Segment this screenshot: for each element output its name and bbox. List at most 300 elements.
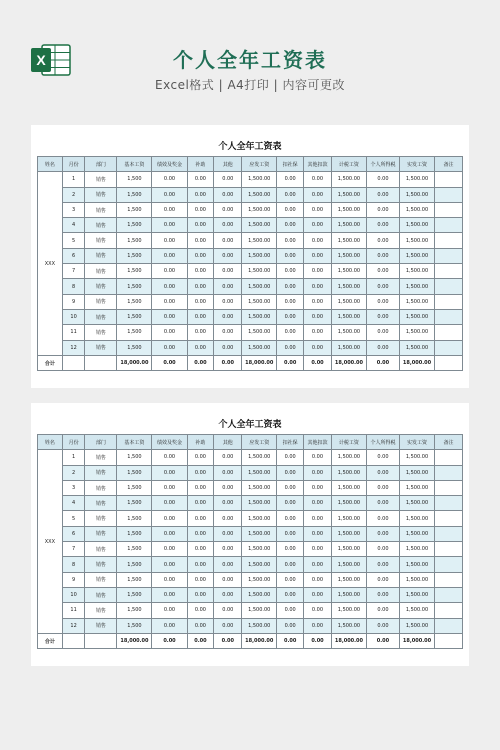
table-cell-ded: 0.00 <box>304 187 332 202</box>
column-header: 个人所得税 <box>366 157 399 172</box>
table-cell-oth: 0.00 <box>214 496 242 511</box>
table-row <box>38 279 463 294</box>
total-cell-label: 合计 <box>38 355 63 370</box>
page-subtitle: Excel格式 | A4打印 | 内容可更改 <box>155 78 345 92</box>
table-cell-m: 12 <box>62 618 85 633</box>
table-cell-base: 1,500 <box>117 325 152 340</box>
table-cell-net: 1,500.00 <box>399 450 434 465</box>
table-cell-gross: 1,500.00 <box>242 572 277 587</box>
table-cell-oth: 0.00 <box>214 172 242 187</box>
table-cell-gross: 1,500.00 <box>242 248 277 263</box>
table-cell-soc: 0.00 <box>277 248 304 263</box>
table-cell-soc: 0.00 <box>277 511 304 526</box>
table-cell-tax: 0.00 <box>366 340 399 355</box>
table-cell-net: 1,500.00 <box>399 618 434 633</box>
table-cell-tax: 0.00 <box>366 557 399 572</box>
table-cell-gross: 1,500.00 <box>242 233 277 248</box>
table-row <box>38 465 463 480</box>
table-cell-note <box>435 187 463 202</box>
table-cell-soc: 0.00 <box>277 572 304 587</box>
table-cell-sub: 0.00 <box>187 218 214 233</box>
table-cell-sub: 0.00 <box>187 202 214 217</box>
table-cell-tax_base: 1,500.00 <box>331 526 366 541</box>
table-cell-note <box>435 572 463 587</box>
table-cell-sub: 0.00 <box>187 233 214 248</box>
total-cell-d <box>85 633 117 648</box>
total-cell-oth: 0.00 <box>214 355 242 370</box>
table-cell-soc: 0.00 <box>277 233 304 248</box>
table-cell-net: 1,500.00 <box>399 294 434 309</box>
column-header: 补助 <box>187 435 214 450</box>
total-cell-net: 18,000.00 <box>399 355 434 370</box>
total-cell-net: 18,000.00 <box>399 633 434 648</box>
table-cell-perf: 0.00 <box>152 603 187 618</box>
total-cell-base: 18,000.00 <box>117 355 152 370</box>
table-header-row <box>38 157 463 172</box>
total-cell-gross: 18,000.00 <box>242 633 277 648</box>
table-cell-gross: 1,500.00 <box>242 202 277 217</box>
table-row <box>38 325 463 340</box>
column-header: 扣社保 <box>277 157 304 172</box>
table-cell-sub: 0.00 <box>187 340 214 355</box>
table-cell-ded: 0.00 <box>304 172 332 187</box>
table-cell-oth: 0.00 <box>214 248 242 263</box>
excel-logo-letter: X <box>36 52 46 68</box>
table-cell-base: 1,500 <box>117 218 152 233</box>
table-cell-m: 3 <box>62 480 85 495</box>
table-cell-tax_base: 1,500.00 <box>331 294 366 309</box>
column-header: 姓名 <box>38 435 63 450</box>
table-cell-gross: 1,500.00 <box>242 294 277 309</box>
total-cell-label: 合计 <box>38 633 63 648</box>
table-cell-d: 销售 <box>85 325 117 340</box>
table-header-row <box>38 435 463 450</box>
table-cell-base: 1,500 <box>117 309 152 324</box>
table-cell-net: 1,500.00 <box>399 172 434 187</box>
table-cell-note <box>435 511 463 526</box>
table-cell-gross: 1,500.00 <box>242 542 277 557</box>
table-cell-perf: 0.00 <box>152 511 187 526</box>
table-cell-tax: 0.00 <box>366 264 399 279</box>
table-cell-note <box>435 325 463 340</box>
table-cell-sub: 0.00 <box>187 496 214 511</box>
table-cell-tax: 0.00 <box>366 233 399 248</box>
table-cell-note <box>435 294 463 309</box>
table-cell-sub: 0.00 <box>187 526 214 541</box>
table-cell-m: 5 <box>62 233 85 248</box>
table-cell-ded: 0.00 <box>304 450 332 465</box>
table-cell-base: 1,500 <box>117 279 152 294</box>
table-cell-perf: 0.00 <box>152 264 187 279</box>
table-cell-ded: 0.00 <box>304 248 332 263</box>
table-cell-gross: 1,500.00 <box>242 480 277 495</box>
table-cell-net: 1,500.00 <box>399 264 434 279</box>
table-cell-note <box>435 450 463 465</box>
table-row <box>38 309 463 324</box>
total-cell-soc: 0.00 <box>277 355 304 370</box>
table-cell-perf: 0.00 <box>152 279 187 294</box>
table-cell-d: 销售 <box>85 465 117 480</box>
table-cell-perf: 0.00 <box>152 542 187 557</box>
total-cell-m <box>62 633 85 648</box>
table-cell-tax_base: 1,500.00 <box>331 480 366 495</box>
table-cell-sub: 0.00 <box>187 511 214 526</box>
table-cell-soc: 0.00 <box>277 618 304 633</box>
table-row <box>38 450 463 465</box>
table-cell-tax_base: 1,500.00 <box>331 587 366 602</box>
page-header <box>0 0 500 110</box>
table-cell-tax: 0.00 <box>366 603 399 618</box>
table-cell-oth: 0.00 <box>214 294 242 309</box>
table-cell-perf: 0.00 <box>152 218 187 233</box>
table-cell-oth: 0.00 <box>214 572 242 587</box>
table-cell-ded: 0.00 <box>304 511 332 526</box>
table-row <box>38 202 463 217</box>
table-cell-sub: 0.00 <box>187 572 214 587</box>
table-cell-ded: 0.00 <box>304 279 332 294</box>
table-cell-m: 6 <box>62 526 85 541</box>
table-cell-oth: 0.00 <box>214 279 242 294</box>
table-cell-soc: 0.00 <box>277 542 304 557</box>
table-cell-m: 8 <box>62 279 85 294</box>
column-header: 其他扣款 <box>304 157 332 172</box>
table-cell-net: 1,500.00 <box>399 526 434 541</box>
table-cell-gross: 1,500.00 <box>242 511 277 526</box>
table-cell-perf: 0.00 <box>152 587 187 602</box>
table-cell-tax: 0.00 <box>366 202 399 217</box>
table-cell-soc: 0.00 <box>277 202 304 217</box>
table-cell-d: 销售 <box>85 587 117 602</box>
table-cell-tax_base: 1,500.00 <box>331 309 366 324</box>
total-cell-gross: 18,000.00 <box>242 355 277 370</box>
table-cell-oth: 0.00 <box>214 587 242 602</box>
table-cell-gross: 1,500.00 <box>242 340 277 355</box>
table-cell-d: 销售 <box>85 309 117 324</box>
table-cell-m: 4 <box>62 496 85 511</box>
table-cell-m: 2 <box>62 187 85 202</box>
table-row <box>38 603 463 618</box>
table-cell-net: 1,500.00 <box>399 465 434 480</box>
table-cell-gross: 1,500.00 <box>242 187 277 202</box>
table-cell-net: 1,500.00 <box>399 309 434 324</box>
table-cell-base: 1,500 <box>117 233 152 248</box>
column-header: 备注 <box>435 435 463 450</box>
table-cell-sub: 0.00 <box>187 557 214 572</box>
table-cell-tax: 0.00 <box>366 587 399 602</box>
table-cell-tax_base: 1,500.00 <box>331 279 366 294</box>
total-cell-base: 18,000.00 <box>117 633 152 648</box>
table-cell-sub: 0.00 <box>187 450 214 465</box>
table-cell-ded: 0.00 <box>304 572 332 587</box>
table-cell-d: 销售 <box>85 450 117 465</box>
table-cell-note <box>435 526 463 541</box>
table-cell-perf: 0.00 <box>152 480 187 495</box>
table-cell-sub: 0.00 <box>187 325 214 340</box>
table-cell-tax: 0.00 <box>366 172 399 187</box>
table-cell-tax_base: 1,500.00 <box>331 172 366 187</box>
table-cell-ded: 0.00 <box>304 496 332 511</box>
column-header: 备注 <box>435 157 463 172</box>
page-title: 个人全年工资表 <box>173 48 327 72</box>
employee-name-cell: XXX <box>38 450 63 634</box>
table-cell-oth: 0.00 <box>214 618 242 633</box>
table-cell-d: 销售 <box>85 511 117 526</box>
total-cell-tax: 0.00 <box>366 355 399 370</box>
total-cell-sub: 0.00 <box>187 633 214 648</box>
table-cell-oth: 0.00 <box>214 187 242 202</box>
table-cell-soc: 0.00 <box>277 465 304 480</box>
table-cell-tax_base: 1,500.00 <box>331 187 366 202</box>
table-cell-m: 5 <box>62 511 85 526</box>
table-cell-tax: 0.00 <box>366 572 399 587</box>
table-cell-soc: 0.00 <box>277 603 304 618</box>
table-cell-sub: 0.00 <box>187 603 214 618</box>
column-header: 姓名 <box>38 157 63 172</box>
table-cell-m: 11 <box>62 603 85 618</box>
table-cell-d: 销售 <box>85 172 117 187</box>
table-cell-gross: 1,500.00 <box>242 450 277 465</box>
table-cell-gross: 1,500.00 <box>242 309 277 324</box>
table-cell-sub: 0.00 <box>187 618 214 633</box>
table-cell-perf: 0.00 <box>152 325 187 340</box>
table-cell-soc: 0.00 <box>277 325 304 340</box>
table-cell-d: 销售 <box>85 526 117 541</box>
table-cell-tax: 0.00 <box>366 187 399 202</box>
table-cell-tax_base: 1,500.00 <box>331 202 366 217</box>
column-header: 应发工资 <box>242 157 277 172</box>
table-cell-ded: 0.00 <box>304 480 332 495</box>
table-cell-ded: 0.00 <box>304 264 332 279</box>
table-cell-oth: 0.00 <box>214 465 242 480</box>
employee-name-cell: XXX <box>38 172 63 356</box>
table-cell-perf: 0.00 <box>152 450 187 465</box>
table-cell-tax: 0.00 <box>366 294 399 309</box>
table-cell-note <box>435 248 463 263</box>
table-cell-net: 1,500.00 <box>399 572 434 587</box>
table-cell-tax: 0.00 <box>366 309 399 324</box>
table-cell-ded: 0.00 <box>304 618 332 633</box>
table-cell-net: 1,500.00 <box>399 480 434 495</box>
table-cell-note <box>435 279 463 294</box>
column-header: 绩效及奖金 <box>152 435 187 450</box>
table-cell-gross: 1,500.00 <box>242 172 277 187</box>
sheet-preview-1 <box>31 125 469 388</box>
table-cell-ded: 0.00 <box>304 309 332 324</box>
column-header: 部门 <box>85 157 117 172</box>
total-row <box>38 355 463 370</box>
table-cell-soc: 0.00 <box>277 172 304 187</box>
table-cell-note <box>435 542 463 557</box>
table-cell-ded: 0.00 <box>304 465 332 480</box>
table-row <box>38 233 463 248</box>
table-cell-note <box>435 480 463 495</box>
table-cell-tax: 0.00 <box>366 618 399 633</box>
total-cell-note <box>435 633 463 648</box>
table-cell-net: 1,500.00 <box>399 542 434 557</box>
total-cell-perf: 0.00 <box>152 355 187 370</box>
table-cell-soc: 0.00 <box>277 557 304 572</box>
total-cell-tax_base: 18,000.00 <box>331 633 366 648</box>
table-cell-base: 1,500 <box>117 587 152 602</box>
table-cell-tax_base: 1,500.00 <box>331 557 366 572</box>
table-cell-ded: 0.00 <box>304 557 332 572</box>
table-cell-oth: 0.00 <box>214 340 242 355</box>
table-cell-tax: 0.00 <box>366 465 399 480</box>
table-cell-ded: 0.00 <box>304 542 332 557</box>
table-cell-sub: 0.00 <box>187 187 214 202</box>
table-cell-tax_base: 1,500.00 <box>331 603 366 618</box>
table-row <box>38 557 463 572</box>
table-cell-d: 销售 <box>85 294 117 309</box>
table-cell-perf: 0.00 <box>152 309 187 324</box>
table-cell-soc: 0.00 <box>277 187 304 202</box>
total-cell-ded: 0.00 <box>304 633 332 648</box>
table-cell-d: 销售 <box>85 279 117 294</box>
table-cell-oth: 0.00 <box>214 309 242 324</box>
table-cell-m: 6 <box>62 248 85 263</box>
table-cell-note <box>435 496 463 511</box>
table-cell-d: 销售 <box>85 480 117 495</box>
table-cell-sub: 0.00 <box>187 587 214 602</box>
table-cell-base: 1,500 <box>117 465 152 480</box>
table-cell-tax: 0.00 <box>366 496 399 511</box>
column-header: 个人所得税 <box>366 435 399 450</box>
table-cell-net: 1,500.00 <box>399 325 434 340</box>
column-header: 月份 <box>62 157 85 172</box>
table-cell-tax: 0.00 <box>366 450 399 465</box>
table-cell-oth: 0.00 <box>214 557 242 572</box>
table-cell-perf: 0.00 <box>152 248 187 263</box>
table-cell-ded: 0.00 <box>304 202 332 217</box>
table-cell-gross: 1,500.00 <box>242 603 277 618</box>
table-cell-m: 7 <box>62 542 85 557</box>
total-cell-ded: 0.00 <box>304 355 332 370</box>
table-cell-oth: 0.00 <box>214 480 242 495</box>
table-row <box>38 340 463 355</box>
table-cell-perf: 0.00 <box>152 202 187 217</box>
table-cell-oth: 0.00 <box>214 526 242 541</box>
table-cell-d: 销售 <box>85 496 117 511</box>
table-cell-gross: 1,500.00 <box>242 618 277 633</box>
table-row <box>38 542 463 557</box>
column-header: 部门 <box>85 435 117 450</box>
total-cell-oth: 0.00 <box>214 633 242 648</box>
total-row <box>38 633 463 648</box>
salary-table <box>37 434 463 649</box>
table-cell-d: 销售 <box>85 542 117 557</box>
table-cell-oth: 0.00 <box>214 511 242 526</box>
table-cell-oth: 0.00 <box>214 450 242 465</box>
table-cell-d: 销售 <box>85 187 117 202</box>
table-cell-gross: 1,500.00 <box>242 526 277 541</box>
table-cell-perf: 0.00 <box>152 572 187 587</box>
table-cell-oth: 0.00 <box>214 603 242 618</box>
table-cell-note <box>435 557 463 572</box>
table-row <box>38 511 463 526</box>
table-cell-perf: 0.00 <box>152 465 187 480</box>
table-cell-gross: 1,500.00 <box>242 465 277 480</box>
table-cell-m: 7 <box>62 264 85 279</box>
table-cell-net: 1,500.00 <box>399 248 434 263</box>
table-cell-soc: 0.00 <box>277 218 304 233</box>
table-cell-m: 3 <box>62 202 85 217</box>
table-cell-m: 9 <box>62 294 85 309</box>
table-cell-gross: 1,500.00 <box>242 557 277 572</box>
table-cell-tax: 0.00 <box>366 526 399 541</box>
table-cell-ded: 0.00 <box>304 294 332 309</box>
table-row <box>38 526 463 541</box>
table-cell-oth: 0.00 <box>214 542 242 557</box>
column-header: 计税工资 <box>331 435 366 450</box>
table-row <box>38 496 463 511</box>
table-cell-d: 销售 <box>85 557 117 572</box>
table-cell-tax_base: 1,500.00 <box>331 218 366 233</box>
table-row <box>38 187 463 202</box>
table-cell-tax: 0.00 <box>366 542 399 557</box>
table-cell-soc: 0.00 <box>277 279 304 294</box>
table-cell-d: 销售 <box>85 248 117 263</box>
table-cell-ded: 0.00 <box>304 587 332 602</box>
total-cell-note <box>435 355 463 370</box>
table-cell-net: 1,500.00 <box>399 202 434 217</box>
table-cell-base: 1,500 <box>117 603 152 618</box>
column-header: 补助 <box>187 157 214 172</box>
table-cell-net: 1,500.00 <box>399 557 434 572</box>
table-cell-base: 1,500 <box>117 172 152 187</box>
table-cell-d: 销售 <box>85 202 117 217</box>
table-cell-oth: 0.00 <box>214 325 242 340</box>
table-cell-tax_base: 1,500.00 <box>331 496 366 511</box>
table-cell-soc: 0.00 <box>277 450 304 465</box>
table-cell-note <box>435 340 463 355</box>
table-cell-tax_base: 1,500.00 <box>331 248 366 263</box>
table-cell-base: 1,500 <box>117 557 152 572</box>
table-cell-gross: 1,500.00 <box>242 587 277 602</box>
table-cell-soc: 0.00 <box>277 340 304 355</box>
table-cell-sub: 0.00 <box>187 309 214 324</box>
table-cell-gross: 1,500.00 <box>242 496 277 511</box>
table-cell-base: 1,500 <box>117 187 152 202</box>
table-cell-m: 8 <box>62 557 85 572</box>
table-cell-soc: 0.00 <box>277 587 304 602</box>
table-cell-note <box>435 172 463 187</box>
table-row <box>38 218 463 233</box>
table-cell-ded: 0.00 <box>304 218 332 233</box>
total-cell-tax_base: 18,000.00 <box>331 355 366 370</box>
table-cell-tax_base: 1,500.00 <box>331 465 366 480</box>
table-cell-d: 销售 <box>85 603 117 618</box>
column-header: 应发工资 <box>242 435 277 450</box>
table-cell-note <box>435 309 463 324</box>
table-cell-tax_base: 1,500.00 <box>331 450 366 465</box>
table-cell-note <box>435 233 463 248</box>
table-cell-base: 1,500 <box>117 202 152 217</box>
table-cell-tax_base: 1,500.00 <box>331 542 366 557</box>
column-header: 扣社保 <box>277 435 304 450</box>
table-cell-sub: 0.00 <box>187 279 214 294</box>
table-cell-soc: 0.00 <box>277 264 304 279</box>
total-cell-perf: 0.00 <box>152 633 187 648</box>
table-cell-gross: 1,500.00 <box>242 218 277 233</box>
column-header: 基本工资 <box>117 435 152 450</box>
table-cell-soc: 0.00 <box>277 496 304 511</box>
table-cell-tax: 0.00 <box>366 218 399 233</box>
table-cell-base: 1,500 <box>117 480 152 495</box>
table-cell-net: 1,500.00 <box>399 587 434 602</box>
table-cell-gross: 1,500.00 <box>242 325 277 340</box>
table-cell-ded: 0.00 <box>304 325 332 340</box>
table-cell-perf: 0.00 <box>152 557 187 572</box>
